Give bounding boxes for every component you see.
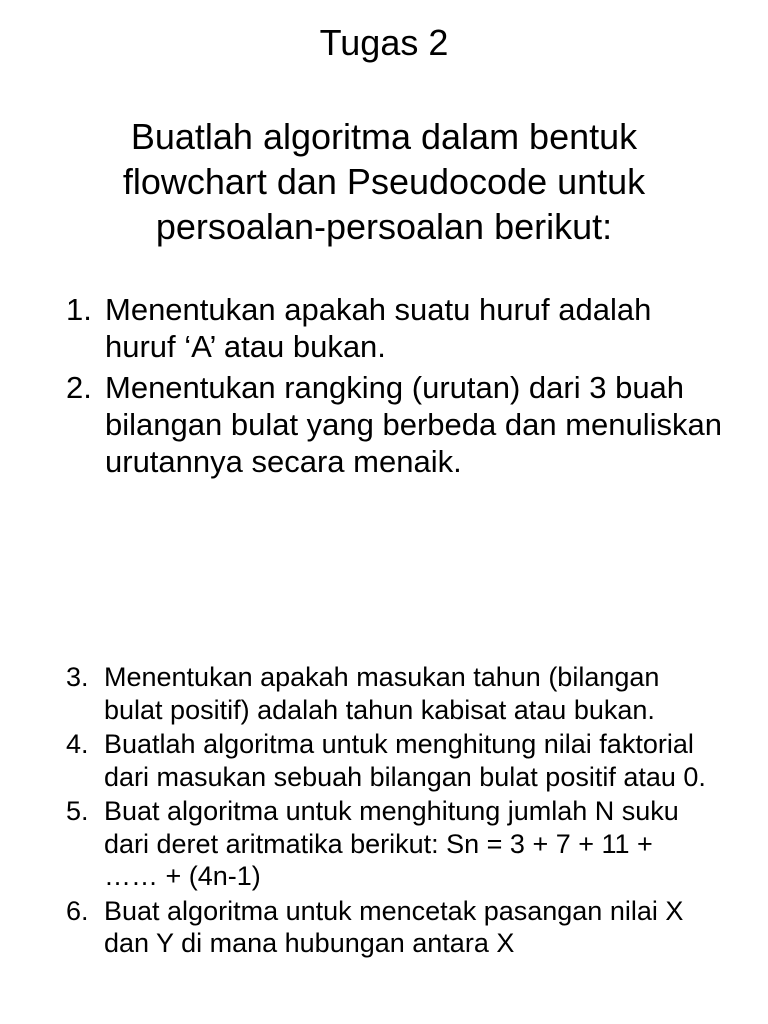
list-item bbox=[0, 661, 768, 726]
item-number: 5. bbox=[66, 796, 89, 826]
item-number: 2. bbox=[66, 370, 92, 405]
list-item bbox=[0, 369, 768, 480]
list-item bbox=[0, 728, 768, 793]
item-number: 4. bbox=[66, 729, 89, 759]
item-number: 3. bbox=[66, 662, 89, 692]
item-text: Menentukan apakah suatu huruf adalah huruf ‘A’ atau bukan. bbox=[105, 292, 652, 364]
list-item bbox=[0, 795, 768, 893]
item-text: Menentukan rangking (urutan) dari 3 buah bilangan bulat yang berbeda dan menuliskan urutannya secara menaik. bbox=[105, 370, 723, 479]
item-number: 6. bbox=[66, 895, 89, 926]
item-number: 1. bbox=[66, 292, 92, 327]
document-intro: Buatlah algoritma dalam bentuk flowchart dan Pseudocode untuk persoalan-persoalan berikut: bbox=[122, 116, 646, 247]
document-title: Tugas 2 bbox=[319, 22, 449, 63]
list-item bbox=[0, 291, 768, 365]
item-text: Buatlah algoritma untuk menghitung nilai faktorial dari masukan sebuah bilangan bulat positif atau 0. bbox=[104, 729, 706, 792]
problem-list-part1 bbox=[0, 291, 768, 484]
list-item bbox=[0, 895, 768, 960]
item-text: Buat algoritma untuk mencetak pasangan nilai X dan Y di mana hubungan antara X bbox=[104, 895, 684, 958]
item-text: Menentukan apakah masukan tahun (bilangan bulat positif) adalah tahun kabisat atau bukan. bbox=[104, 662, 660, 725]
item-text: Buat algoritma untuk menghitung jumlah N suku dari deret aritmatika berikut: Sn = 3 + 7 + 11 + …… + (4n-1) bbox=[104, 796, 679, 891]
problem-list-part2 bbox=[0, 661, 768, 962]
